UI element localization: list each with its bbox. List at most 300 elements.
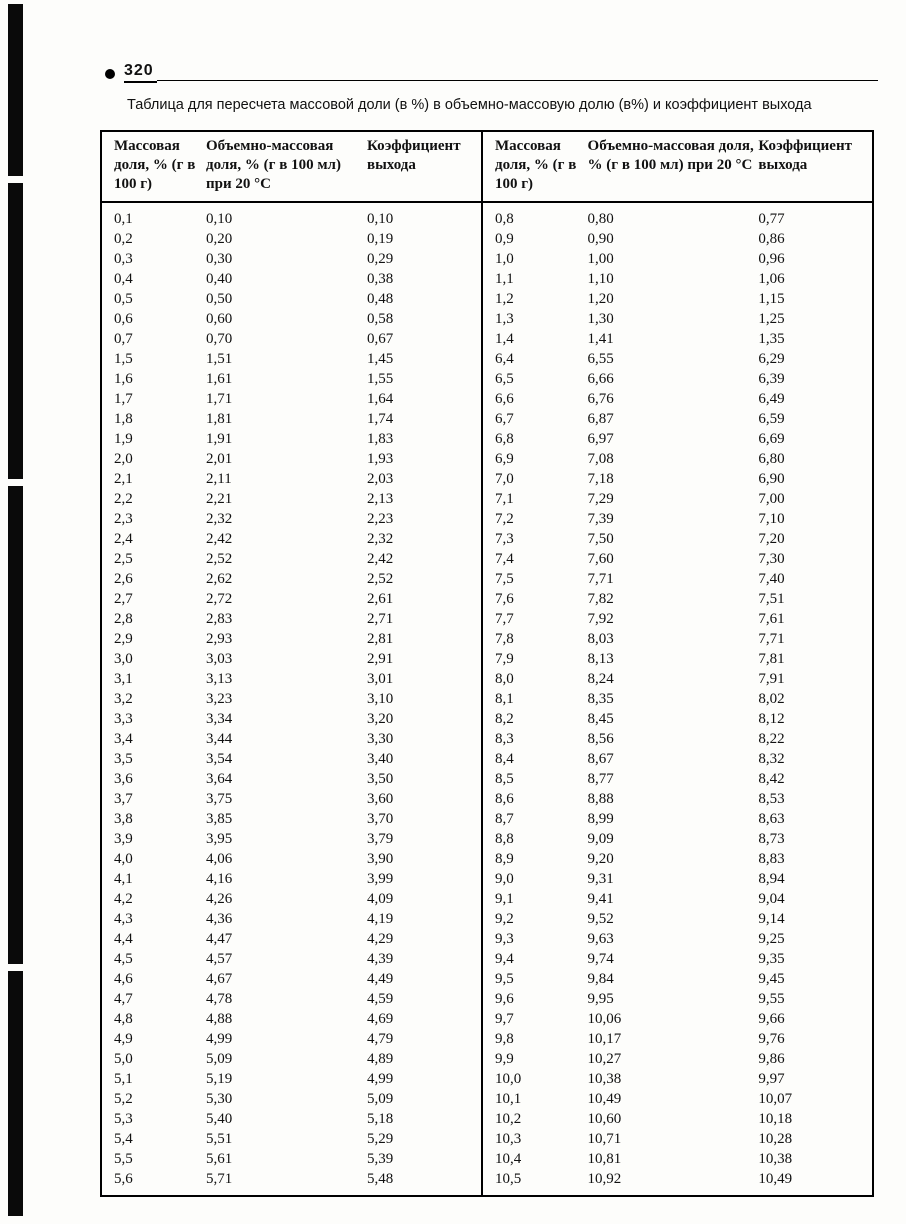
table-cell: 2,32 (206, 511, 233, 527)
table-row (483, 529, 872, 549)
table-cell: 1,45 (367, 351, 394, 367)
table-cell: 0,67 (367, 331, 394, 347)
table-row (102, 1129, 481, 1149)
table-cell: 0,2 (114, 231, 133, 247)
page-content (100, 62, 878, 1197)
table-row (483, 589, 872, 609)
table-cell: 6,6 (495, 391, 514, 407)
table-cell: 4,57 (206, 951, 233, 967)
table-cell: 2,8 (114, 611, 133, 627)
table-cell: 10,5 (495, 1171, 522, 1187)
table-cell: 1,64 (367, 391, 394, 407)
table-cell: 0,3 (114, 251, 133, 267)
table-cell: 9,35 (758, 951, 785, 967)
table-cell: 3,20 (367, 711, 394, 727)
table-cell: 6,87 (587, 411, 614, 427)
table-row (483, 1149, 872, 1169)
table-cell: 10,38 (587, 1071, 622, 1087)
table-cell: 1,83 (367, 431, 394, 447)
table-cell: 10,3 (495, 1131, 522, 1147)
table-cell: 7,2 (495, 511, 514, 527)
table-cell: 8,42 (758, 771, 785, 787)
table-row (483, 1109, 872, 1129)
table-cell: 3,3 (114, 711, 133, 727)
table-cell: 8,88 (587, 791, 614, 807)
table-cell: 4,2 (114, 891, 133, 907)
table-row (102, 829, 481, 849)
table-row (483, 929, 872, 949)
table-cell: 4,6 (114, 971, 133, 987)
table-cell: 10,81 (587, 1151, 622, 1167)
table-cell: 3,01 (367, 671, 394, 687)
table-cell: 1,74 (367, 411, 394, 427)
table-cell: 7,51 (758, 591, 785, 607)
table-cell: 4,19 (367, 911, 394, 927)
table-cell: 3,1 (114, 671, 133, 687)
table-cell: 4,78 (206, 991, 233, 1007)
table-cell: 9,45 (758, 971, 785, 987)
table-row (483, 1069, 872, 1089)
table-cell: 6,4 (495, 351, 514, 367)
table-cell: 4,36 (206, 911, 233, 927)
table-cell: 2,62 (206, 571, 233, 587)
table-cell: 4,4 (114, 931, 133, 947)
table-cell: 9,55 (758, 991, 785, 1007)
table-row (102, 469, 481, 489)
table-cell: 9,9 (495, 1051, 514, 1067)
table-cell: 2,23 (367, 511, 394, 527)
table-cell: 7,0 (495, 471, 514, 487)
table-cell: 0,19 (367, 231, 394, 247)
table-cell: 1,10 (587, 271, 614, 287)
table-cell: 0,10 (206, 211, 233, 227)
table-cell: 8,03 (587, 631, 614, 647)
table-cell: 1,35 (758, 331, 785, 347)
table-cell: 0,48 (367, 291, 394, 307)
table-cell: 10,71 (587, 1131, 622, 1147)
table-cell: 1,8 (114, 411, 133, 427)
table-cell: 2,4 (114, 531, 133, 547)
table-cell: 9,14 (758, 911, 785, 927)
table-cell: 1,4 (495, 331, 514, 347)
table-cell: 9,1 (495, 891, 514, 907)
table-cell: 1,7 (114, 391, 133, 407)
table-cell: 3,5 (114, 751, 133, 767)
scan-binding-artifact (8, 4, 23, 1216)
table-cell: 8,12 (758, 711, 785, 727)
table-cell: 8,63 (758, 811, 785, 827)
table-left-half (102, 132, 481, 1195)
table-row (483, 789, 872, 809)
table-cell: 9,95 (587, 991, 614, 1007)
table-cell: 7,40 (758, 571, 785, 587)
table-cell: 5,39 (367, 1151, 394, 1167)
table-row (483, 609, 872, 629)
table-cell: 5,61 (206, 1151, 233, 1167)
table-cell: 5,51 (206, 1131, 233, 1147)
table-cell: 8,3 (495, 731, 514, 747)
table-cell: 5,09 (367, 1091, 394, 1107)
table-cell: 9,6 (495, 991, 514, 1007)
table-cell: 10,60 (587, 1111, 622, 1127)
table-cell: 4,7 (114, 991, 133, 1007)
table-row (102, 309, 481, 329)
col-header-volume-mass-fraction: Объемно-массовая доля, % (г в 100 мл) при 20 °С (588, 132, 759, 202)
col-header-output-coefficient: Коэффициент выхода (758, 132, 872, 202)
table-cell: 3,54 (206, 751, 233, 767)
table-cell: 3,0 (114, 651, 133, 667)
table-cell: 1,06 (758, 271, 785, 287)
table-cell: 7,30 (758, 551, 785, 567)
table-cell: 3,30 (367, 731, 394, 747)
table-cell: 2,42 (367, 551, 394, 567)
table-cell: 4,16 (206, 871, 233, 887)
table-row (483, 369, 872, 389)
table-cell: 7,18 (587, 471, 614, 487)
table-cell: 0,29 (367, 251, 394, 267)
table-cell: 5,19 (206, 1071, 233, 1087)
table-cell: 7,6 (495, 591, 514, 607)
table-row (483, 249, 872, 269)
table-cell: 0,6 (114, 311, 133, 327)
table-cell: 10,17 (587, 1031, 622, 1047)
table-cell: 9,63 (587, 931, 614, 947)
table-cell: 9,3 (495, 931, 514, 947)
table-cell: 1,2 (495, 291, 514, 307)
table-cell: 10,28 (758, 1131, 793, 1147)
table-row (102, 449, 481, 469)
table-cell: 8,5 (495, 771, 514, 787)
table-cell: 4,89 (367, 1051, 394, 1067)
table-cell: 8,8 (495, 831, 514, 847)
table-cell: 8,32 (758, 751, 785, 767)
table-cell: 1,9 (114, 431, 133, 447)
table-cell: 5,6 (114, 1171, 133, 1187)
table-row (483, 269, 872, 289)
table-cell: 4,09 (367, 891, 394, 907)
table-row (483, 449, 872, 469)
col-header-volume-mass-fraction: Объемно-массовая доля, % (г в 100 мл) при 20 °С (206, 132, 367, 202)
table-cell: 7,10 (758, 511, 785, 527)
table-cell: 2,52 (367, 571, 394, 587)
table-row (102, 369, 481, 389)
table-cell: 5,48 (367, 1171, 394, 1187)
table-cell: 9,86 (758, 1051, 785, 1067)
table-cell: 7,39 (587, 511, 614, 527)
table-row (102, 709, 481, 729)
table-cell: 3,9 (114, 831, 133, 847)
table-cell: 1,93 (367, 451, 394, 467)
table-cell: 7,91 (758, 671, 785, 687)
table-row (102, 1069, 481, 1089)
table-cell: 4,88 (206, 1011, 233, 1027)
table-row (102, 849, 481, 869)
table-cell: 8,2 (495, 711, 514, 727)
table-cell: 0,8 (495, 211, 514, 227)
table-row (483, 1029, 872, 1049)
table-cell: 6,90 (758, 471, 785, 487)
table-cell: 10,18 (758, 1111, 793, 1127)
table-cell: 9,74 (587, 951, 614, 967)
table-cell: 7,61 (758, 611, 785, 627)
table-cell: 2,11 (206, 471, 232, 487)
table-row (102, 202, 481, 229)
table-cell: 8,56 (587, 731, 614, 747)
table-row (483, 1049, 872, 1069)
table-row (483, 349, 872, 369)
table-row (483, 469, 872, 489)
table-cell: 2,01 (206, 451, 233, 467)
table-cell: 9,76 (758, 1031, 785, 1047)
table-cell: 1,61 (206, 371, 233, 387)
page-number: 320 (124, 62, 157, 83)
scan-binding-segment (8, 486, 23, 964)
page-header (100, 62, 878, 83)
table-cell: 2,3 (114, 511, 133, 527)
table-cell: 3,50 (367, 771, 394, 787)
table-row (483, 229, 872, 249)
table-cell: 7,00 (758, 491, 785, 507)
table-cell: 8,4 (495, 751, 514, 767)
table-cell: 9,2 (495, 911, 514, 927)
table-row (483, 669, 872, 689)
table-cell: 0,70 (206, 331, 233, 347)
table-cell: 4,47 (206, 931, 233, 947)
table-row (102, 1029, 481, 1049)
table-cell: 0,58 (367, 311, 394, 327)
table-cell: 1,51 (206, 351, 233, 367)
table-cell: 3,2 (114, 691, 133, 707)
table-cell: 4,0 (114, 851, 133, 867)
table-cell: 2,93 (206, 631, 233, 647)
table-cell: 9,09 (587, 831, 614, 847)
table-cell: 6,8 (495, 431, 514, 447)
scan-binding-segment (8, 971, 23, 1216)
table-row (102, 509, 481, 529)
table-cell: 6,49 (758, 391, 785, 407)
table-cell: 3,10 (367, 691, 394, 707)
table-row (102, 389, 481, 409)
table-cell: 7,92 (587, 611, 614, 627)
table-cell: 3,70 (367, 811, 394, 827)
table-cell: 4,49 (367, 971, 394, 987)
table-cell: 8,67 (587, 751, 614, 767)
table-cell: 8,24 (587, 671, 614, 687)
table-cell: 5,09 (206, 1051, 233, 1067)
table-cell: 3,79 (367, 831, 394, 847)
table-cell: 7,4 (495, 551, 514, 567)
table-row (483, 569, 872, 589)
table-cell: 5,5 (114, 1151, 133, 1167)
table-cell: 0,96 (758, 251, 785, 267)
table-cell: 2,7 (114, 591, 133, 607)
table-cell: 3,44 (206, 731, 233, 747)
header-row (102, 132, 481, 202)
table-row (102, 549, 481, 569)
table-cell: 9,5 (495, 971, 514, 987)
table-cell: 8,83 (758, 851, 785, 867)
table-row (483, 949, 872, 969)
table-cell: 7,29 (587, 491, 614, 507)
table-cell: 1,81 (206, 411, 233, 427)
table-cell: 0,4 (114, 271, 133, 287)
table-cell: 3,99 (367, 871, 394, 887)
table-cell: 1,00 (587, 251, 614, 267)
table-cell: 0,7 (114, 331, 133, 347)
table-row (483, 1169, 872, 1189)
table-cell: 9,7 (495, 1011, 514, 1027)
table-cell: 10,06 (587, 1011, 622, 1027)
table-cell: 4,29 (367, 931, 394, 947)
table-cell: 1,30 (587, 311, 614, 327)
table-cell: 2,9 (114, 631, 133, 647)
table-cell: 3,6 (114, 771, 133, 787)
table-cell: 6,9 (495, 451, 514, 467)
table-cell: 3,75 (206, 791, 233, 807)
table-row (483, 829, 872, 849)
table-row (483, 1009, 872, 1029)
table-cell: 3,85 (206, 811, 233, 827)
table-cell: 8,45 (587, 711, 614, 727)
table-cell: 7,81 (758, 651, 785, 667)
table-row (102, 249, 481, 269)
table-cell: 6,76 (587, 391, 614, 407)
table-cell: 4,39 (367, 951, 394, 967)
table-cell: 7,8 (495, 631, 514, 647)
table-cell: 9,66 (758, 1011, 785, 1027)
table-row (483, 329, 872, 349)
table-cell: 3,23 (206, 691, 233, 707)
table-cell: 8,02 (758, 691, 785, 707)
table-cell: 7,71 (587, 571, 614, 587)
table-cell: 3,60 (367, 791, 394, 807)
table-cell: 10,49 (587, 1091, 622, 1107)
table-cell: 4,67 (206, 971, 233, 987)
table-row (102, 669, 481, 689)
table-cell: 9,97 (758, 1071, 785, 1087)
table-cell: 5,18 (367, 1111, 394, 1127)
table-row (483, 969, 872, 989)
table-cell: 0,20 (206, 231, 233, 247)
table-cell: 4,99 (367, 1071, 394, 1087)
table-cell: 0,77 (758, 211, 785, 227)
table-cell: 8,6 (495, 791, 514, 807)
col-header-mass-fraction: Массовая доля, % (г в 100 г) (483, 132, 588, 202)
table-cell: 3,7 (114, 791, 133, 807)
table-cell: 6,29 (758, 351, 785, 367)
table-row (102, 609, 481, 629)
table-row (102, 809, 481, 829)
table-cell: 10,92 (587, 1171, 622, 1187)
table-cell: 1,71 (206, 391, 233, 407)
table-cell: 2,21 (206, 491, 233, 507)
header-row (483, 132, 872, 202)
table-cell: 2,61 (367, 591, 394, 607)
table-cell: 4,1 (114, 871, 133, 887)
table-cell: 2,03 (367, 471, 394, 487)
table-cell: 0,30 (206, 251, 233, 267)
table-cell: 9,04 (758, 891, 785, 907)
data-table-right (483, 132, 872, 1189)
table-cell: 10,07 (758, 1091, 793, 1107)
table-cell: 5,71 (206, 1171, 233, 1187)
table-cell: 5,40 (206, 1111, 233, 1127)
table-cell: 0,1 (114, 211, 133, 227)
table-cell: 8,7 (495, 811, 514, 827)
table-cell: 0,10 (367, 211, 394, 227)
table-cell: 5,2 (114, 1091, 133, 1107)
table-cell: 2,71 (367, 611, 394, 627)
table-row (483, 849, 872, 869)
table-cell: 3,8 (114, 811, 133, 827)
table-cell: 5,3 (114, 1111, 133, 1127)
table-cell: 4,69 (367, 1011, 394, 1027)
table-row (102, 409, 481, 429)
table-row (483, 989, 872, 1009)
table-cell: 9,52 (587, 911, 614, 927)
table-row (483, 629, 872, 649)
table-cell: 0,38 (367, 271, 394, 287)
table-cell: 8,73 (758, 831, 785, 847)
table-cell: 9,31 (587, 871, 614, 887)
table-cell: 7,50 (587, 531, 614, 547)
table-cell: 1,1 (495, 271, 514, 287)
scan-binding-segment (8, 4, 23, 176)
table-row (483, 409, 872, 429)
table-cell: 8,22 (758, 731, 785, 747)
table-cell: 9,0 (495, 871, 514, 887)
table-cell: 2,6 (114, 571, 133, 587)
table-cell: 0,90 (587, 231, 614, 247)
table-cell: 2,0 (114, 451, 133, 467)
table-cell: 2,32 (367, 531, 394, 547)
table-cell: 7,9 (495, 651, 514, 667)
table-row (102, 749, 481, 769)
table-cell: 0,50 (206, 291, 233, 307)
table-cell: 6,66 (587, 371, 614, 387)
table-cell: 0,5 (114, 291, 133, 307)
table-row (483, 709, 872, 729)
table-row (102, 909, 481, 929)
table-cell: 4,26 (206, 891, 233, 907)
table-cell: 7,3 (495, 531, 514, 547)
table-row (483, 909, 872, 929)
table-cell: 5,0 (114, 1051, 133, 1067)
table-cell: 7,60 (587, 551, 614, 567)
table-cell: 4,59 (367, 991, 394, 1007)
table-cell: 7,71 (758, 631, 785, 647)
table-cell: 2,91 (367, 651, 394, 667)
table-row (483, 809, 872, 829)
table-cell: 2,81 (367, 631, 394, 647)
table-row (102, 969, 481, 989)
table-cell: 7,82 (587, 591, 614, 607)
table-cell: 4,9 (114, 1031, 133, 1047)
table-row (483, 749, 872, 769)
table-row (483, 1129, 872, 1149)
table-cell: 0,40 (206, 271, 233, 287)
table-cell: 8,9 (495, 851, 514, 867)
bullet-icon (105, 69, 115, 79)
table-cell: 9,4 (495, 951, 514, 967)
table-cell: 8,13 (587, 651, 614, 667)
table-row (483, 509, 872, 529)
table-cell: 6,5 (495, 371, 514, 387)
table-cell: 6,69 (758, 431, 785, 447)
table-row (102, 1049, 481, 1069)
table-cell: 4,06 (206, 851, 233, 867)
table-cell: 3,90 (367, 851, 394, 867)
